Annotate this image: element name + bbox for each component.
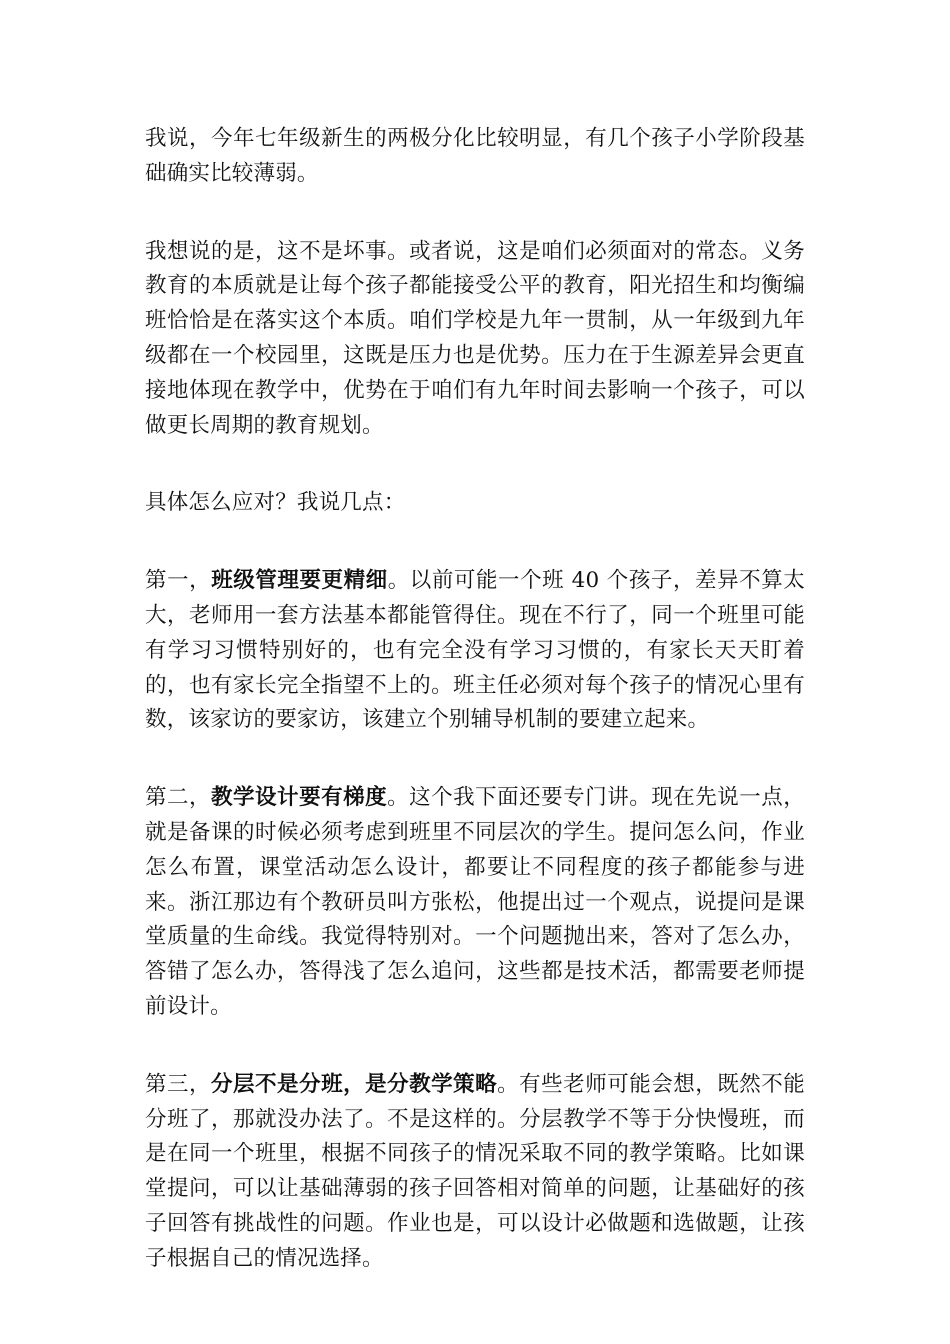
paragraph-prefix: 第一， — [145, 568, 212, 594]
paragraph-bold-heading: 教学设计要有梯度 — [211, 785, 388, 811]
paragraph-text: 我说，今年七年级新生的两极分化比较明显，有几个孩子小学阶段基础确实比较薄弱。 — [145, 126, 805, 186]
paragraph-text: 具体怎么应对？我说几点： — [145, 490, 406, 516]
paragraph-1 — [145, 122, 805, 192]
paragraph-4 — [145, 564, 805, 738]
paragraph-prefix: 第三， — [145, 1071, 212, 1097]
paragraph-5 — [145, 781, 805, 1025]
paragraph-text: 。以前可能一个班 40 个孩子，差异不算太大，老师用一套方法基本都能管得住。现在不行了，同一个班里可能有学习习惯特别好的，也有完全没有学习习惯的，有家长天天盯着的，也有家长完全指望不上的。班主任必须对每个孩子的情况心里有数，该家访的要家访，该建立个别辅导机制的要建立起来。 — [145, 568, 805, 733]
paragraph-6 — [145, 1068, 805, 1277]
paragraph-text: 。这个我下面还要专门讲。现在先说一点，就是备课的时候必须考虑到班里不同层次的学生。提问怎么问，作业怎么布置，课堂活动怎么设计，都要让不同程度的孩子都能参与进来。浙江那边有个教研员叫方张松，他提出过一个观点，说提问是课堂质量的生命线。我觉得特别对。一个问题抛出来，答对了怎么办，答错了怎么办，答得浅了怎么追问，这些都是技术活，都需要老师提前设计。 — [145, 785, 805, 1019]
paragraph-text: 我想说的是，这不是坏事。或者说，这是咱们必须面对的常态。义务教育的本质就是让每个孩子都能接受公平的教育，阳光招生和均衡编班恰恰是在落实这个本质。咱们学校是九年一贯制，从一年级到九年级都在一个校园里，这既是压力也是优势。压力在于生源差异会更直接地体现在教学中，优势在于咱们有九年时间去影响一个孩子，可以做更长周期的教育规划。 — [145, 238, 805, 438]
paragraph-text: 。有些老师可能会想，既然不能分班了，那就没办法了。不是这样的。分层教学不等于分快慢班，而是在同一个班里，根据不同孩子的情况采取不同的教学策略。比如课堂提问，可以让基础薄弱的孩子回答相对简单的问题，让基础好的孩子回答有挑战性的问题。作业也是，可以设计必做题和选做题，让孩子根据自己的情况选择。 — [145, 1071, 805, 1271]
document-body — [145, 122, 805, 1320]
paragraph-bold-heading: 分层不是分班，是分教学策略 — [211, 1071, 498, 1097]
paragraph-3 — [145, 486, 805, 521]
paragraph-2 — [145, 235, 805, 444]
paragraph-prefix: 第二， — [145, 785, 212, 811]
paragraph-bold-heading: 班级管理要更精细 — [211, 568, 388, 594]
